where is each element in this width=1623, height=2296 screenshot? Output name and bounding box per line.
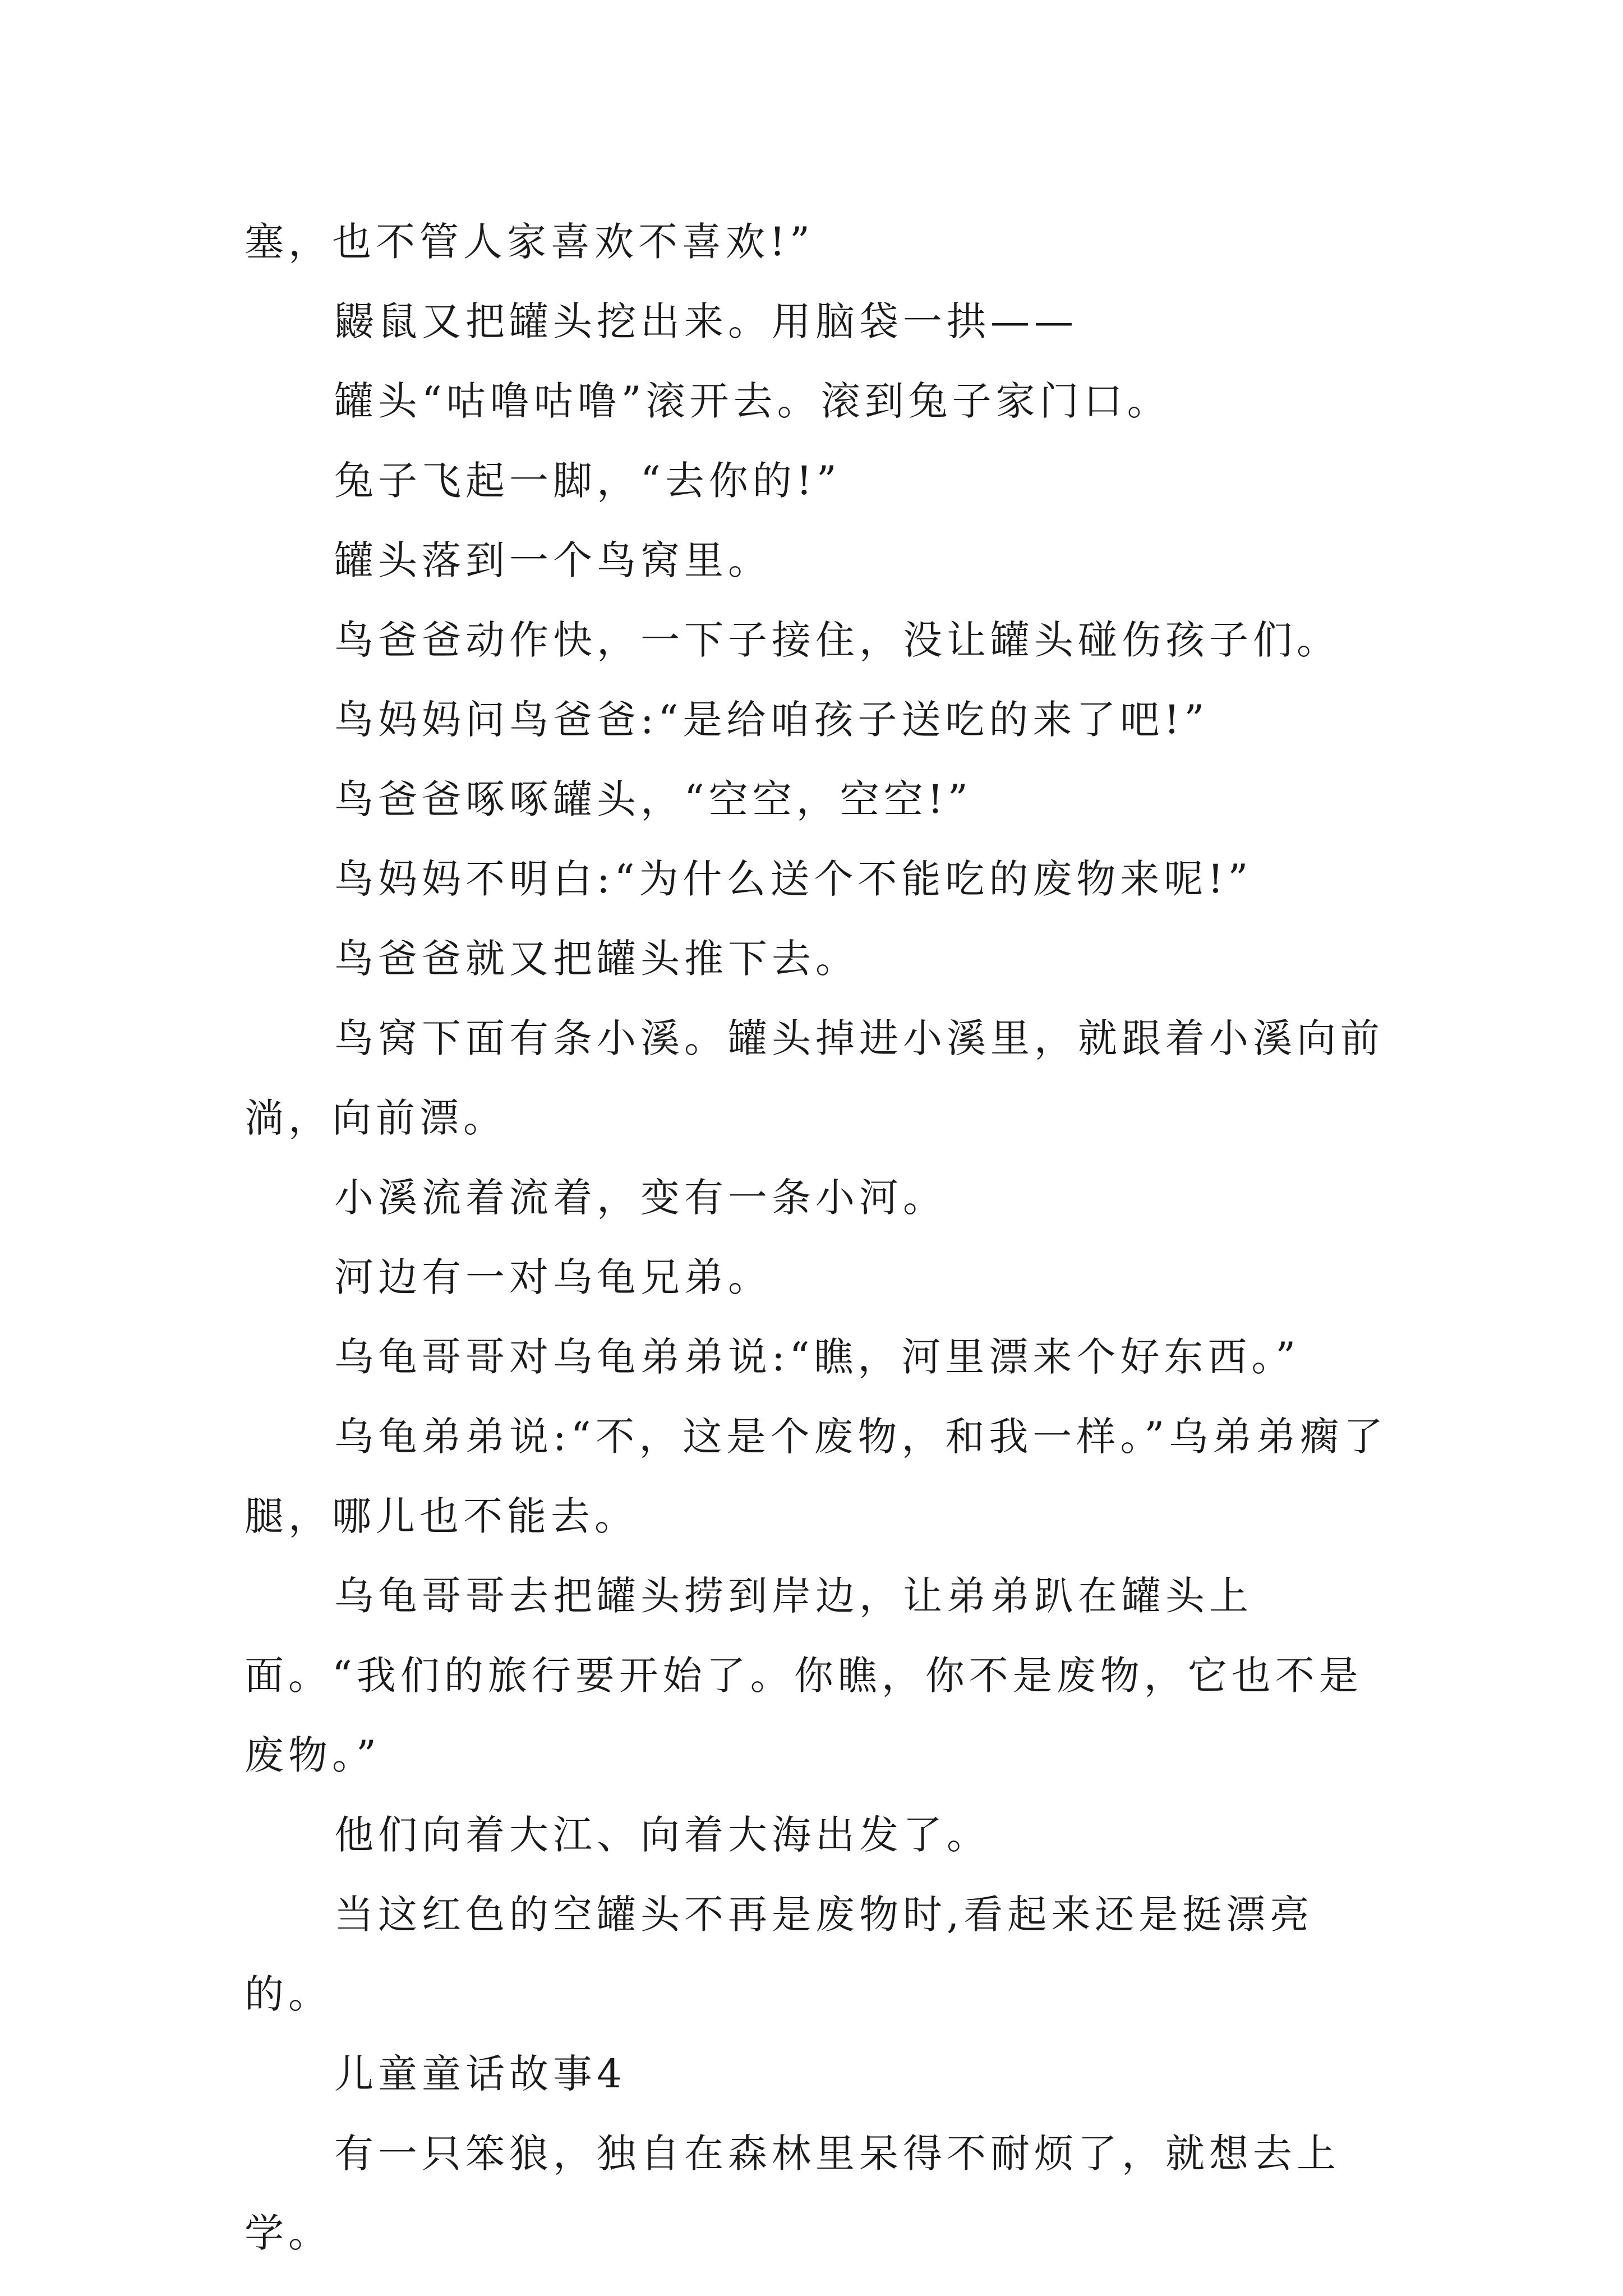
paragraph: 小溪流着流着，变有一条小河。 (334, 1175, 947, 1221)
section-heading: 儿童童话故事4 (334, 2051, 626, 2097)
paragraph: 鸟妈妈问鸟爸爸:“是给咱孩子送吃的来了吧!” (334, 697, 1209, 743)
paragraph: 鸟爸爸啄啄罐头，“空空，空空!” (334, 776, 972, 822)
paragraph: 乌龟哥哥对乌龟弟弟说:“瞧，河里漂来个好东西。” (334, 1334, 1301, 1380)
paragraph: 塞，也不管人家喜欢不喜欢!” (245, 219, 814, 265)
story-text (245, 202, 1390, 2273)
paragraph: 当这红色的空罐头不再是废物时,看起来还是挺漂亮的。 (245, 1892, 1314, 2017)
paragraph: 鸟窝下面有条小溪。罐头掉进小溪里，就跟着小溪向前淌，向前漂。 (245, 1015, 1384, 1141)
paragraph: 他们向着大江、向着大海出发了。 (334, 1812, 990, 1858)
paragraph: 鸟妈妈不明白:“为什么送个不能吃的废物来呢!” (334, 856, 1253, 902)
paragraph: 乌龟弟弟说:“不，这是个废物，和我一样。”乌弟弟瘸了腿，哪儿也不能去。 (245, 1414, 1388, 1539)
paragraph: 鸟爸爸动作快，一下子接住，没让罐头碰伤孩子们。 (334, 617, 1340, 663)
paragraph: 乌龟哥哥去把罐头捞到岸边，让弟弟趴在罐头上面。“我们的旅行要开始了。你瞧，你不是废物，它也不是废物。” (245, 1573, 1363, 1778)
paragraph: 有一只笨狼，独自在森林里呆得不耐烦了，就想去上学。 (245, 2131, 1340, 2256)
paragraph: 鸟爸爸就又把罐头推下去。 (334, 936, 859, 982)
paragraph: 罐头落到一个鸟窝里。 (334, 537, 772, 583)
paragraph: 鼹鼠又把罐头挖出来。用脑袋一拱—— (334, 298, 1078, 344)
paragraph: 河边有一对乌龟兄弟。 (334, 1254, 772, 1300)
paragraph: 兔子飞起一脚，“去你的!” (334, 458, 841, 504)
paragraph: 罐头“咕噜咕噜”滚开去。滚到兔子家门口。 (334, 378, 1171, 424)
